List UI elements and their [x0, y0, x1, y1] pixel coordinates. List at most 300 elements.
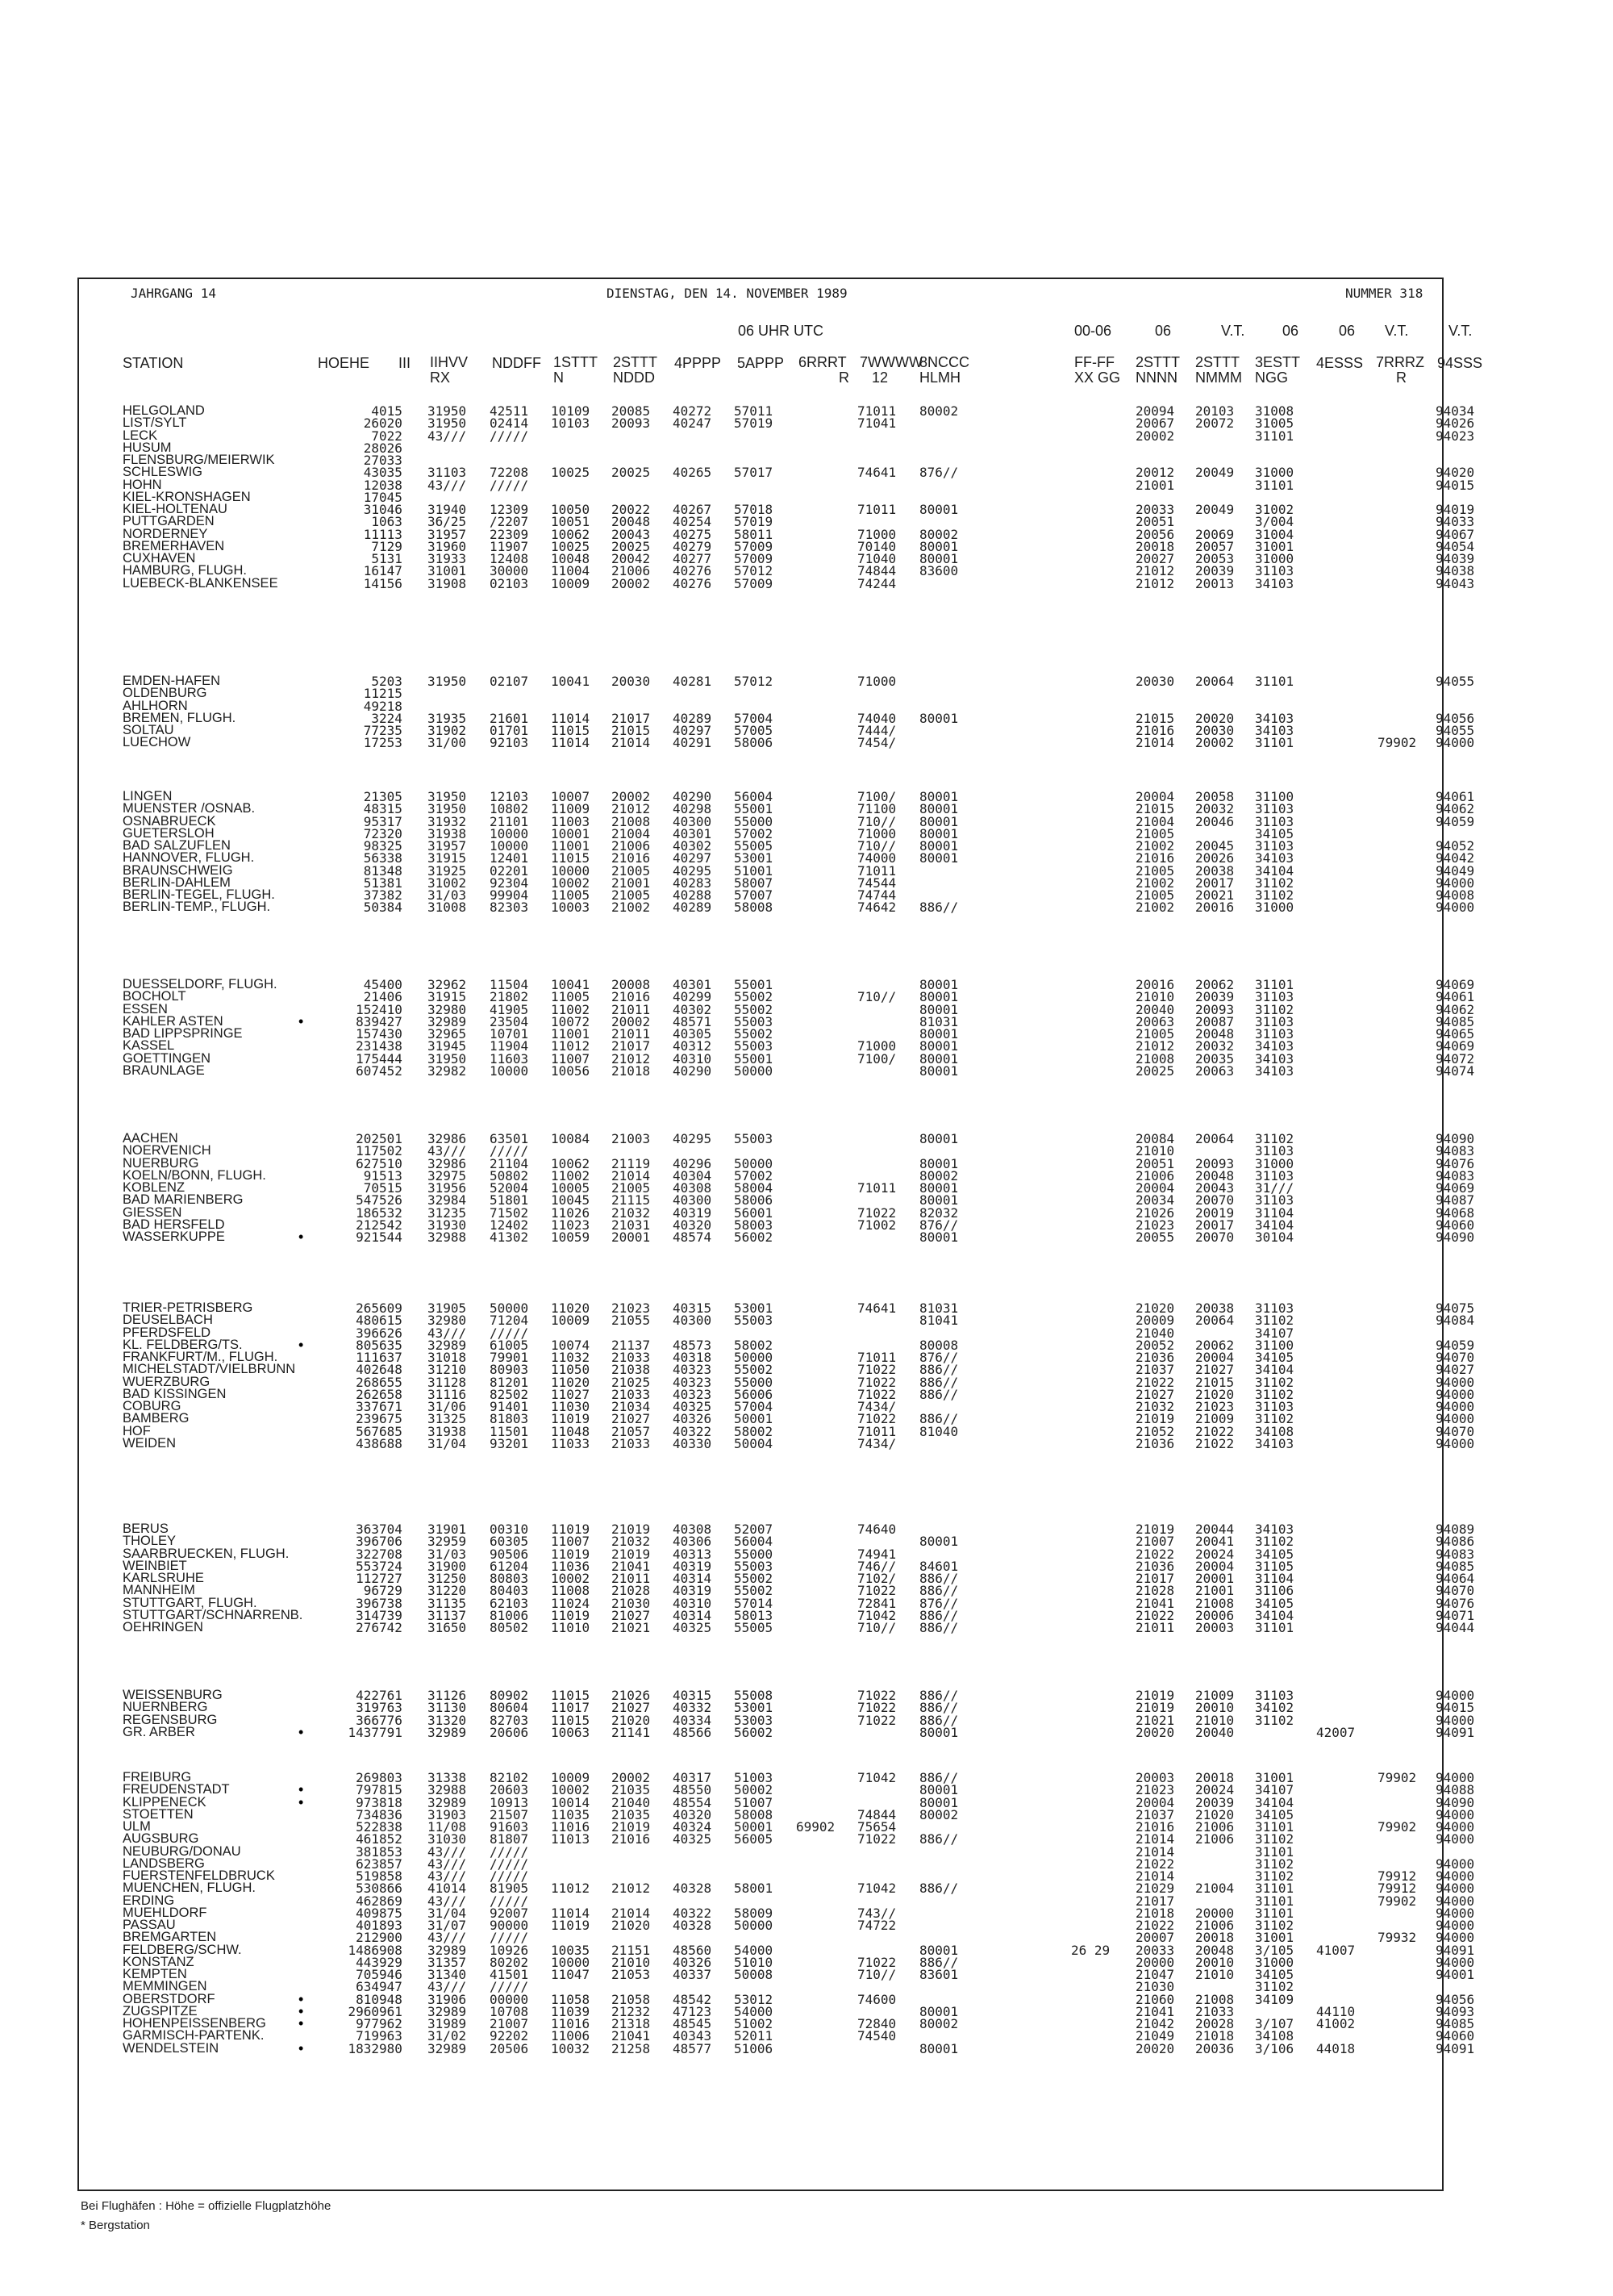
cell-g1: 32989	[427, 2040, 467, 2056]
cell-g6: 57019	[734, 415, 773, 432]
cell-g6: 58002	[734, 1337, 773, 1353]
cell-station: FRANKFURT/M., FLUGH.	[123, 1350, 278, 1364]
cell-g5: 48550	[673, 1782, 712, 1798]
cell-station-id: 015	[379, 403, 402, 419]
cell-g94: 94056	[1436, 710, 1475, 726]
cell-station: ERDING	[123, 1893, 175, 1908]
cell-g1: 32980	[427, 1313, 467, 1329]
cell-mountain-mark: •	[298, 1723, 304, 1740]
cell-tmin: 20062	[1195, 1337, 1235, 1353]
cell-g2: 61005	[490, 1337, 529, 1353]
cell-g8: 74544	[857, 875, 897, 891]
cell-g94: 94067	[1436, 526, 1475, 542]
cell-station: FELDBERG/SCHW.	[123, 1942, 242, 1957]
cell-station-id: 348	[379, 862, 402, 879]
cell-tmin: 20057	[1195, 538, 1235, 554]
cell-height: 26	[363, 415, 379, 432]
cell-g3: 10059	[551, 1229, 590, 1245]
cell-tmax: 21047	[1136, 1967, 1175, 1982]
cell-g3: 10003	[551, 900, 590, 916]
cell-tmin: 20017	[1195, 875, 1235, 891]
cell-g4: 21004	[611, 825, 651, 841]
cell-g4: 20002	[611, 1013, 651, 1029]
cell-g9: 81040	[919, 1423, 959, 1439]
cell-g6: 55000	[734, 1374, 773, 1390]
table-row	[0, 2030, 1613, 2042]
cell-tmax: 21041	[1136, 2003, 1175, 2019]
cell-tmax: 21021	[1136, 1712, 1175, 1728]
cell-height: 11	[363, 526, 379, 542]
cell-ground: 31000	[1255, 1954, 1294, 1970]
cell-ground: 31104	[1255, 1571, 1294, 1586]
cell-station: HOF	[123, 1423, 151, 1438]
cell-station: MUEHLDORF	[123, 1905, 207, 1920]
cell-g1: 31950	[427, 403, 467, 419]
cell-g6: 55001	[734, 977, 773, 992]
cell-g2: 11504	[490, 977, 529, 992]
cell-g1: 31130	[427, 1700, 467, 1716]
table-row	[0, 1133, 1613, 1145]
cell-g6: 57019	[734, 514, 773, 530]
cell-tmin: 20072	[1195, 415, 1235, 432]
cell-station-id: 033	[379, 453, 402, 468]
cell-tmax: 20033	[1136, 502, 1175, 517]
cell-station: AUGSBURG	[123, 1831, 199, 1847]
table-row	[0, 1843, 1613, 1860]
cell-g6: 54000	[734, 2003, 773, 2019]
cell-g1: 32989	[427, 1794, 467, 1810]
cell-station-id: 685	[379, 1423, 402, 1439]
cell-g9: 80001	[919, 1131, 959, 1146]
cell-g1: 31945	[427, 1038, 467, 1054]
cell-g94: 94085	[1436, 1013, 1475, 1029]
cell-station-id: 026	[379, 440, 402, 456]
cell-height: 402	[356, 1362, 379, 1378]
cell-g6: 51010	[734, 1954, 773, 1970]
cell-station: NEUBURG/DONAU	[123, 1843, 241, 1859]
cell-g8: 71011	[857, 1423, 897, 1439]
cell-g4: 21031	[611, 1217, 651, 1233]
cell-g9: 886//	[919, 1688, 959, 1703]
cell-station: HANNOVER, FLUGH.	[123, 850, 255, 866]
cell-g5: 40297	[673, 723, 712, 738]
cell-station: EMDEN-HAFEN	[123, 674, 221, 688]
cell-g4: 21030	[611, 1595, 651, 1611]
cell-g6: 50001	[734, 1411, 773, 1427]
cell-station: WUERZBURG	[123, 1374, 210, 1389]
cell-g94: 94083	[1436, 1143, 1475, 1159]
cell-g94: 94023	[1436, 428, 1475, 444]
cell-g2: 80403	[490, 1583, 529, 1599]
cell-station-id: 708	[379, 1546, 402, 1562]
cell-g94: 94064	[1436, 1571, 1475, 1586]
cell-g94: 94026	[1436, 415, 1475, 432]
cell-ground: 31100	[1255, 789, 1294, 804]
cell-tmin: 20028	[1195, 2016, 1235, 2031]
table-row	[0, 1572, 1613, 1584]
cell-g5: 40277	[673, 551, 712, 566]
cell-height: 396	[356, 1534, 379, 1550]
cell-g2: 12401	[490, 850, 529, 866]
cell-g2: 41501	[490, 1967, 529, 1982]
cell-tmax: 21015	[1136, 801, 1175, 817]
cell-g2: 10701	[490, 1026, 529, 1042]
cell-tmax: 20020	[1136, 2040, 1175, 2056]
cell-g2: 50000	[490, 1300, 529, 1316]
cell-g4: 21115	[611, 1192, 651, 1209]
cell-g94: 94034	[1436, 403, 1475, 419]
cell-g1: 31/00	[427, 735, 467, 751]
cell-g7: 69902	[796, 1819, 836, 1835]
cell-g1: 31210	[427, 1362, 467, 1378]
cell-height: 607	[356, 1062, 379, 1079]
table-row	[0, 1401, 1613, 1413]
cell-station-id: 410	[379, 1001, 402, 1017]
cell-station: MUENSTER /OSNAB.	[123, 801, 256, 816]
cell-g1: 31008	[427, 900, 467, 916]
cell-tmin: 20039	[1195, 989, 1235, 1005]
cell-ground: 31101	[1255, 1843, 1294, 1860]
cell-g4: 21017	[611, 710, 651, 726]
cell-g3: 10001	[551, 825, 590, 841]
cell-height: 5	[371, 674, 379, 689]
cell-g1: 31960	[427, 538, 467, 554]
cell-ground: 31101	[1255, 735, 1294, 751]
cell-g5: 40323	[673, 1374, 712, 1390]
cell-station: WEISSENBURG	[123, 1688, 223, 1702]
cell-station-id: 761	[379, 1688, 402, 1703]
cell-g6: 53003	[734, 1712, 773, 1728]
cell-g94: 94090	[1436, 1229, 1475, 1245]
cell-g6: 57002	[734, 825, 773, 841]
cell-height: 396	[356, 1595, 379, 1611]
cell-height: 45	[363, 977, 379, 992]
cell-station-id: 022	[379, 428, 402, 444]
cell-ground: 31103	[1255, 801, 1294, 817]
cell-g94: 94074	[1436, 1062, 1475, 1079]
cell-height: 1	[371, 514, 379, 530]
cell-height: 7	[371, 428, 379, 444]
cell-g4: 21035	[611, 1806, 651, 1822]
cell-g6: 55000	[734, 1546, 773, 1562]
cell-g9: 886//	[919, 1954, 959, 1970]
cell-g2: 90000	[490, 1918, 529, 1933]
cell-height: 43	[363, 465, 379, 481]
cell-g94: 94089	[1436, 1522, 1475, 1537]
cell-g3: 11014	[551, 1905, 590, 1921]
table-row	[0, 1772, 1613, 1784]
cell-tmax: 21012	[1136, 575, 1175, 591]
cell-station-id: 427	[379, 1013, 402, 1029]
cell-g4: 20025	[611, 465, 651, 481]
cell-station: KEMPTEN	[123, 1967, 187, 1981]
cell-g8: 74642	[857, 900, 897, 916]
cell-g2: 82703	[490, 1712, 529, 1728]
cell-g8: 75654	[857, 1819, 897, 1835]
cell-g9: 886//	[919, 1607, 959, 1623]
cell-g1: 31940	[427, 502, 467, 517]
cell-g5: 40288	[673, 887, 712, 903]
cell-height: 51	[363, 875, 379, 891]
cell-g1: 31235	[427, 1204, 467, 1221]
cell-height: 438	[356, 1435, 379, 1451]
cell-g8: 71011	[857, 403, 897, 419]
cell-g9: 80001	[919, 710, 959, 726]
cell-g6: 58006	[734, 735, 773, 751]
cell-ground: 31101	[1255, 674, 1294, 689]
cell-g4: 21026	[611, 1688, 651, 1703]
cell-g6: 57009	[734, 538, 773, 554]
cell-ground: 31102	[1255, 1131, 1294, 1146]
cell-station-id: 113	[379, 526, 402, 542]
cell-station: ULM	[123, 1819, 151, 1834]
cell-g6: 55001	[734, 1050, 773, 1067]
cell-g1: 31950	[427, 674, 467, 689]
cell-g94: 94091	[1436, 1942, 1475, 1958]
cell-g94: 94059	[1436, 1337, 1475, 1353]
cell-ground: 31001	[1255, 1770, 1294, 1785]
cell-g6: 55003	[734, 1558, 773, 1574]
cell-g94: 94000	[1436, 1918, 1475, 1933]
table-row	[0, 1388, 1613, 1401]
table-row	[0, 1050, 1613, 1067]
cell-g3: 10009	[551, 575, 590, 591]
cell-station: BREMERHAVEN	[123, 538, 225, 553]
cell-g6: 57018	[734, 502, 773, 517]
cell-g4: 21020	[611, 1712, 651, 1728]
cell-g4: 21055	[611, 1313, 651, 1329]
cell-ground: 31103	[1255, 1143, 1294, 1159]
cell-ground: 34108	[1255, 2028, 1294, 2044]
cell-ground: 31008	[1255, 403, 1294, 419]
cell-g3: 10051	[551, 514, 590, 530]
cell-station-id: 235	[379, 723, 402, 738]
cell-tmax: 20094	[1136, 403, 1175, 419]
cell-g4: 21018	[611, 1062, 651, 1079]
cell-station: OEHRINGEN	[123, 1620, 203, 1634]
cell-station-id: 655	[379, 1374, 402, 1390]
cell-tmin: 20039	[1195, 1794, 1235, 1810]
cell-g1: 32984	[427, 1192, 467, 1209]
cell-tmax: 21028	[1136, 1583, 1175, 1599]
cell-station-id: 253	[379, 735, 402, 751]
cell-tmax: 21032	[1136, 1399, 1175, 1414]
cell-g5: 40313	[673, 1546, 712, 1562]
cell-station-id: 929	[379, 1954, 402, 1970]
cell-height: 268	[356, 1374, 379, 1390]
cell-g94: 94000	[1436, 1386, 1475, 1402]
cell-g9: 80001	[919, 1050, 959, 1067]
cell-g94: 94069	[1436, 1038, 1475, 1054]
cell-g9: 81031	[919, 1300, 959, 1316]
cell-ground: 31103	[1255, 1688, 1294, 1703]
cell-g9: 80001	[919, 838, 959, 854]
cell-height: 31	[363, 502, 379, 517]
cell-g2: 80502	[490, 1620, 529, 1635]
cell-g4: 21232	[611, 2003, 651, 2019]
cell-height: 186	[356, 1204, 379, 1221]
cell-g9: 80001	[919, 813, 959, 829]
cell-station-id: 637	[379, 1350, 402, 1365]
cell-station: DEUSELBACH	[123, 1313, 213, 1328]
cell-tmax: 20051	[1136, 1155, 1175, 1171]
cell-g5: 40291	[673, 735, 712, 751]
cell-g5: 40310	[673, 1595, 712, 1611]
cell-g2: 90506	[490, 1546, 529, 1562]
cell-g8: 71022	[857, 1386, 897, 1402]
cell-tmin: 21009	[1195, 1411, 1235, 1427]
cell-g4: 21003	[611, 1131, 651, 1146]
cell-g2: 12103	[490, 789, 529, 804]
cell-station-id: 438	[379, 1038, 402, 1054]
cell-g6: 56001	[734, 1204, 773, 1221]
cell-height: 1486	[348, 1942, 379, 1958]
cell-tmin: 20032	[1195, 1038, 1235, 1054]
cell-station: OSNABRUECK	[123, 813, 216, 829]
cell-tmin: 20043	[1195, 1180, 1235, 1196]
cell-g5: 40320	[673, 1217, 712, 1233]
cell-g9: 80001	[919, 538, 959, 554]
cell-g94: 94044	[1436, 1620, 1475, 1635]
cell-g5: 40299	[673, 989, 712, 1005]
cell-station-id: 131	[379, 551, 402, 566]
cell-g94: 94070	[1436, 1583, 1475, 1599]
cell-g8: 74600	[857, 1991, 897, 2007]
cell-station-id: 215	[379, 686, 402, 702]
cell-ground: 34104	[1255, 1607, 1294, 1623]
cell-tmax: 20052	[1136, 1337, 1175, 1353]
cell-station-id: 430	[379, 1026, 402, 1042]
cell-ground: 31102	[1255, 887, 1294, 903]
cell-station: KIEL-HOLTENAU	[123, 502, 227, 516]
table-row	[0, 1145, 1613, 1157]
cell-g2: 81006	[490, 1607, 529, 1623]
cell-g8: 71022	[857, 1712, 897, 1728]
cell-tmax: 21019	[1136, 1411, 1175, 1427]
cell-g3: 10045	[551, 1192, 590, 1209]
cell-ground: 34103	[1255, 723, 1294, 738]
cell-g2: 92007	[490, 1905, 529, 1921]
cell-g5: 40326	[673, 1954, 712, 1970]
cell-g9: 886//	[919, 1583, 959, 1599]
cell-tmin: 20062	[1195, 977, 1235, 992]
cell-g5: 40297	[673, 850, 712, 866]
cell-g1: 31/06	[427, 1399, 467, 1414]
cell-g5: 40290	[673, 1062, 712, 1079]
cell-g9: 876//	[919, 1595, 959, 1611]
cell-g1: 32986	[427, 1155, 467, 1171]
cell-g2: 50802	[490, 1167, 529, 1183]
cell-tmin: 20049	[1195, 465, 1235, 481]
cell-g3: 11014	[551, 735, 590, 751]
cell-g6: 53012	[734, 1991, 773, 2007]
table-row	[0, 1881, 1613, 1897]
cell-g2: 02414	[490, 415, 529, 432]
cell-g2: 71204	[490, 1313, 529, 1329]
cell-g6: 55002	[734, 1571, 773, 1586]
cell-station-id: 857	[379, 1856, 402, 1872]
cell-g2: 21507	[490, 1806, 529, 1822]
cell-station: WEINBIET	[123, 1558, 187, 1573]
table-row	[0, 491, 1613, 503]
cell-height: 91	[363, 1167, 379, 1183]
cell-g1: 31/07	[427, 1918, 467, 1933]
cell-g2: 12408	[490, 551, 529, 566]
cell-tmin: 21008	[1195, 1991, 1235, 2007]
cell-g9: 80001	[919, 1180, 959, 1196]
table-row	[0, 528, 1613, 541]
cell-tmin: 21023	[1195, 1399, 1235, 1414]
cell-g6: 55000	[734, 813, 773, 829]
cell-g5: 40281	[673, 674, 712, 689]
cell-g4: 21021	[611, 1620, 651, 1635]
cell-tmin: 20093	[1195, 1155, 1235, 1171]
cell-ground: 31102	[1255, 1411, 1294, 1427]
cell-height: 111	[356, 1350, 379, 1365]
cell-tmax: 20016	[1136, 977, 1175, 992]
cell-ground: 34105	[1255, 1806, 1294, 1822]
table-row	[0, 1930, 1613, 1946]
cell-g5: 40305	[673, 1026, 712, 1042]
cell-g8: 71022	[857, 1700, 897, 1716]
table-row	[0, 1919, 1613, 1931]
cell-mountain-mark: •	[298, 1012, 304, 1029]
cell-g1: 31906	[427, 1991, 467, 2007]
cell-station-id: 738	[379, 1595, 402, 1611]
cell-g3: 11058	[551, 1991, 590, 2007]
cell-g4: 21032	[611, 1534, 651, 1550]
col-1sttt: 1STTT N	[553, 354, 598, 386]
cell-g8: 71022	[857, 1362, 897, 1378]
cell-g5: 40312	[673, 1038, 712, 1054]
cell-tmax: 21011	[1136, 1620, 1175, 1635]
cell-g4: 21005	[611, 862, 651, 879]
cell-g1: 32989	[427, 2003, 467, 2019]
cell-g1: 32989	[427, 1942, 467, 1958]
col-7rrrz: 7RRRZ R	[1376, 354, 1425, 386]
cell-g3: 11050	[551, 1362, 590, 1378]
cell-g8: 71011	[857, 502, 897, 517]
hour-label-c: 06	[1339, 323, 1356, 339]
cell-height: 56	[363, 850, 379, 866]
cell-ground: 31102	[1255, 1313, 1294, 1329]
cell-precip: 79902	[1378, 1893, 1417, 1909]
cell-height: 567	[356, 1423, 379, 1439]
cell-g4: 21010	[611, 1954, 651, 1970]
cell-g3: 11027	[551, 1386, 590, 1402]
cell-g9: 886//	[919, 900, 959, 916]
cell-g5: 40314	[673, 1571, 712, 1586]
cell-station-id: 317	[379, 813, 402, 829]
cell-g1: 43///	[427, 1143, 467, 1159]
cell-g3: 10062	[551, 526, 590, 542]
col-6rrrt: 6RRRT R	[798, 354, 850, 386]
cell-g8: 710//	[857, 813, 897, 829]
cell-g4: 21023	[611, 1300, 651, 1316]
cell-g4: 20048	[611, 514, 651, 530]
cell-g9: 80001	[919, 850, 959, 866]
cell-g4: 21001	[611, 875, 651, 891]
cell-g3: 10041	[551, 977, 590, 992]
cell-g2: 93201	[490, 1435, 529, 1451]
cell-g94: 94000	[1436, 1688, 1475, 1703]
table-row	[0, 2039, 1613, 2056]
cell-station: NORDERNEY	[123, 526, 208, 541]
table-row	[0, 405, 1613, 417]
cell-g8: 71040	[857, 551, 897, 566]
cell-station: WENDELSTEIN	[123, 2040, 219, 2056]
cell-g1: 31030	[427, 1831, 467, 1847]
